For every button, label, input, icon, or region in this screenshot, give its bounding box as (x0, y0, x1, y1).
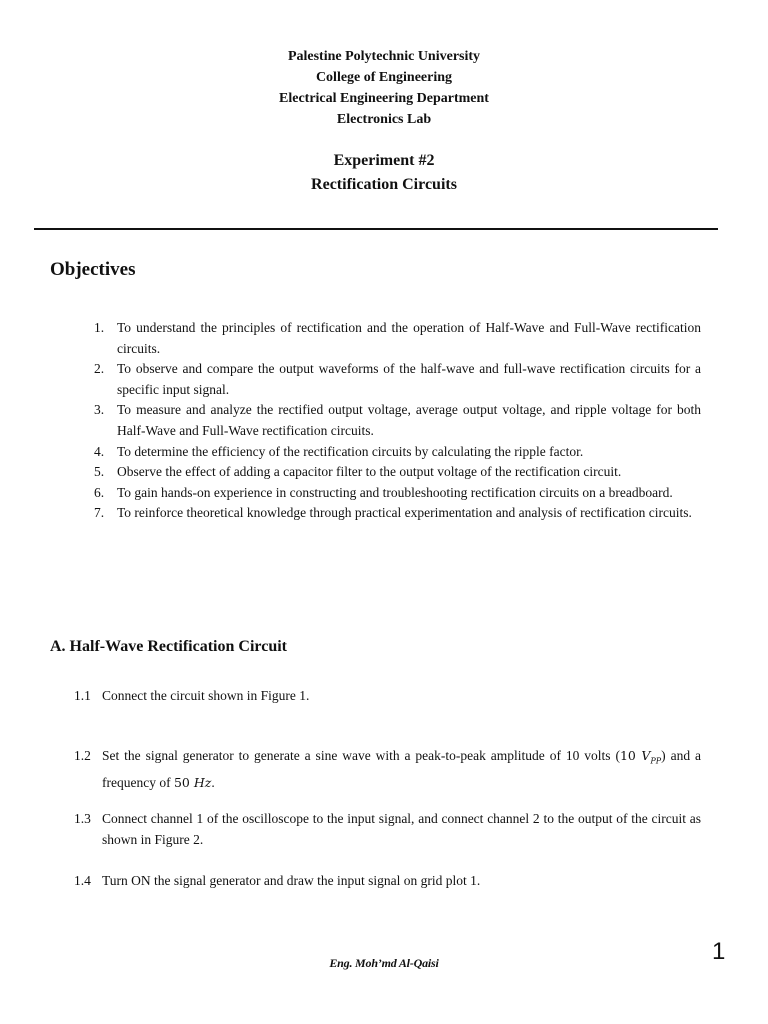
objective-item (90, 503, 701, 524)
frequency-value: 50 (173, 774, 194, 790)
department-name: Electrical Engineering Department (279, 91, 489, 106)
vpp-subscript: PP (650, 756, 662, 766)
objective-item (90, 442, 701, 463)
university-name: Palestine Polytechnic University (287, 49, 481, 64)
objective-item (90, 400, 701, 441)
experiment-title: Rectification Circuits (311, 176, 457, 193)
vpp-value: 10 (619, 748, 642, 763)
step-number: 1.2 (74, 748, 91, 763)
document-header (0, 46, 768, 130)
objective-text: To observe and compare the output waveforms of the half-wave and full-wave rectification circuits for a specific input signal. (117, 361, 701, 397)
step-text-part: . (211, 774, 215, 790)
vpp-symbol: V (641, 748, 651, 763)
objective-text: To reinforce theoretical knowledge through practical experimentation and analysis of rectification circuits. (117, 505, 692, 521)
frequency-expression (174, 775, 211, 790)
procedure-step (74, 745, 701, 793)
section-a-heading: A. Half-Wave Rectification Circuit (50, 638, 287, 655)
objective-text: To understand the principles of rectification and the operation of Half-Wave and Full-Wave rectification circuits. (117, 320, 701, 356)
step-text: Turn ON the signal generator and draw the input signal on grid plot 1. (102, 873, 481, 888)
objective-number: 2. (94, 361, 105, 377)
footer-author: Eng. Moh’md Al-Qaisi (329, 956, 439, 970)
vpp-expression (619, 748, 662, 766)
step-text: Connect the circuit shown in Figure 1. (102, 688, 310, 703)
objective-text: To determine the efficiency of the rectification circuits by calculating the ripple factor. (117, 443, 584, 459)
procedure-step (74, 870, 701, 891)
header-divider (34, 228, 718, 230)
step-number: 1.1 (74, 688, 91, 703)
step-text (74, 745, 701, 793)
objective-text: To gain hands-on experience in constructing and troubleshooting rectification circuits on a breadboard. (117, 484, 673, 500)
page-number: 1 (712, 938, 726, 965)
step-text-part: ) and a frequency of (102, 748, 701, 790)
objective-number: 5. (94, 464, 105, 480)
objectives-list (90, 318, 701, 524)
objective-number: 6. (94, 484, 105, 500)
objective-text: Observe the effect of adding a capacitor filter to the output voltage of the rectification circuit. (117, 464, 622, 480)
objective-item (90, 483, 701, 504)
objective-number: 4. (94, 443, 105, 459)
step-number: 1.3 (74, 811, 91, 826)
college-name: College of Engineering (315, 70, 453, 85)
lab-name: Electronics Lab (336, 112, 432, 127)
objective-item (90, 462, 701, 483)
step-number: 1.4 (74, 873, 91, 888)
objective-number: 1. (94, 320, 105, 335)
objective-item (90, 318, 701, 359)
objective-number: 3. (94, 402, 105, 418)
objective-item (90, 359, 701, 400)
frequency-unit: Hz (193, 774, 212, 790)
experiment-title-block (0, 149, 768, 197)
procedure-step (74, 685, 701, 706)
objectives-heading: Objectives (50, 259, 136, 280)
objective-number: 7. (94, 505, 105, 521)
objective-text: To measure and analyze the rectified output voltage, average output voltage, and ripple voltage for both Half-Wave and Full-Wave rectification circuits. (117, 402, 701, 438)
procedure-step (74, 808, 701, 850)
experiment-number: Experiment #2 (333, 152, 435, 169)
step-text-part: Set the signal generator to generate a sine wave with a peak-to-peak amplitude of 10 volts ( (102, 748, 620, 763)
step-text: Connect channel 1 of the oscilloscope to the input signal, and connect channel 2 to the output of the circuit as shown in Figure 2. (102, 811, 701, 847)
